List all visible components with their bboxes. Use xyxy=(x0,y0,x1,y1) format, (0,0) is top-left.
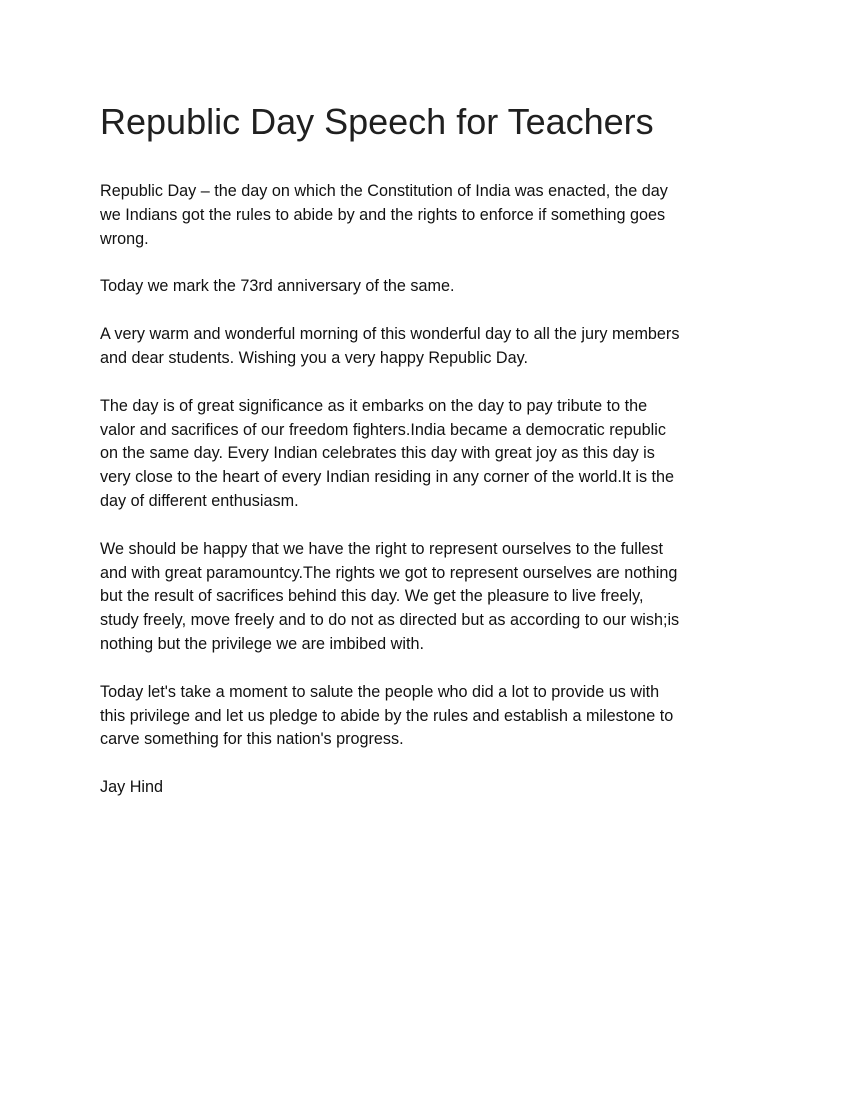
paragraph-significance xyxy=(100,395,760,514)
closing-line: Jay Hind xyxy=(100,778,163,797)
paragraph-line: We should be happy that we have the right to represent ourselves to the fullest xyxy=(100,539,664,558)
paragraph-line: The day is of great significance as it embarks on the day to pay tribute to the xyxy=(100,396,648,415)
paragraph-line: nothing but the privilege we are imbibed with. xyxy=(100,634,424,653)
paragraph-line: Today let's take a moment to salute the people who did a lot to provide us with xyxy=(100,682,660,701)
paragraph-closing xyxy=(100,776,760,800)
paragraph-intro xyxy=(100,180,760,251)
paragraph-line: but the result of sacrifices behind this day. We get the pleasure to live freely, xyxy=(100,587,644,606)
paragraph-line: on the same day. Every Indian celebrates this day with great joy as this day is xyxy=(100,444,655,463)
paragraph-line: this privilege and let us pledge to abide by the rules and establish a milestone to xyxy=(100,706,674,725)
paragraph-line: day of different enthusiasm. xyxy=(100,491,299,510)
paragraph-line: wrong. xyxy=(100,229,149,248)
paragraph-anniversary xyxy=(100,275,760,299)
paragraph-line: carve something for this nation's progress. xyxy=(100,730,404,749)
paragraph-line: A very warm and wonderful morning of this wonderful day to all the jury members xyxy=(100,325,680,344)
paragraph-line: Republic Day – the day on which the Constitution of India was enacted, the day xyxy=(100,182,668,200)
paragraph-line: and dear students. Wishing you a very happy Republic Day. xyxy=(100,348,529,367)
paragraph-line: Today we mark the 73rd anniversary of the same. xyxy=(100,277,455,296)
paragraph-line: and with great paramountcy.The rights we got to represent ourselves are nothing xyxy=(100,563,678,582)
paragraph-line: very close to the heart of every Indian residing in any corner of the world.It is the xyxy=(100,468,675,487)
paragraph-line: valor and sacrifices of our freedom fighters.India became a democratic republic xyxy=(100,420,666,439)
document-title: Republic Day Speech for Teachers xyxy=(100,101,654,142)
paragraph-pledge xyxy=(100,681,760,752)
paragraph-line: study freely, move freely and to do not as directed but as according to our wish;is xyxy=(100,611,680,630)
paragraph-greeting xyxy=(100,323,760,371)
paragraph-rights xyxy=(100,538,760,657)
paragraph-line: we Indians got the rules to abide by and the rights to enforce if something goes xyxy=(100,205,666,224)
document-page xyxy=(100,98,760,824)
